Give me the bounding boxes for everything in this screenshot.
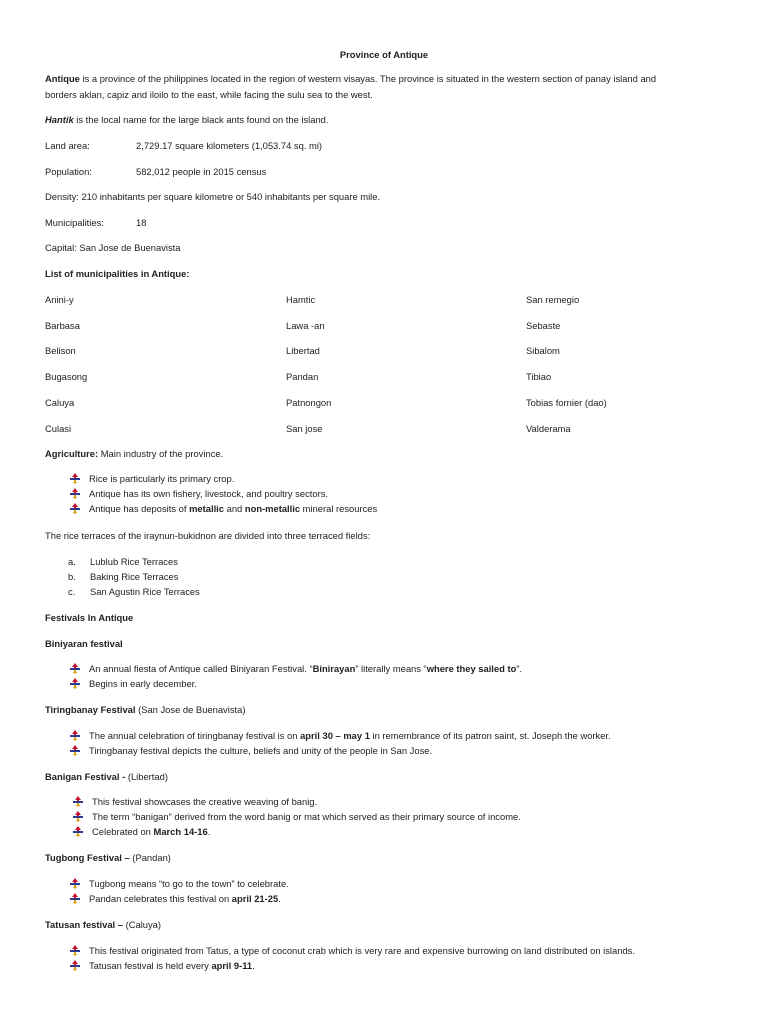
intro-line1: is a province of the philippines located in the region of western visayas. The province is situated in the western section of panay island and [79, 73, 657, 84]
arrow-bullet-icon [70, 730, 80, 741]
bullet-text: Rice is particularly its primary crop. [89, 473, 235, 484]
bullet-text: and [224, 503, 245, 514]
arrow-bullet-icon [70, 945, 80, 956]
bullet-text: Tugbong means “to go to the town” to celebrate. [89, 878, 289, 889]
hantik-paragraph [45, 114, 329, 125]
municipality: Sibalom [526, 345, 560, 356]
population-label: Population: [45, 166, 92, 177]
bullet-text: . [207, 826, 211, 837]
bullet-text: Antique has deposits of [89, 503, 190, 514]
intro-line2: borders aklan, capiz and iloilo to the east, while facing the sulu sea to the west. [45, 89, 373, 100]
municipality: Tibiao [526, 371, 552, 382]
bullet-bold: Binirayan [312, 663, 356, 674]
arrow-bullet-icon [70, 488, 80, 499]
list-item [70, 663, 522, 674]
list-item [70, 730, 611, 741]
municipality: Belison [45, 345, 76, 356]
bullet-text: . [278, 893, 281, 904]
list-item [73, 811, 521, 822]
population-value: 582,012 people in 2015 census [136, 166, 267, 177]
arrow-bullet-icon [73, 826, 83, 837]
list-item [70, 678, 197, 689]
heading-rest: (San Jose de Buenavista) [135, 704, 246, 715]
terraces-intro: The rice terraces of the iraynun-bukidnon are divided into three terraced fields: [45, 530, 371, 541]
page-title: Province of Antique [339, 49, 429, 60]
municipalities-heading: List of municipalities in Antique: [45, 268, 190, 279]
heading-bold: Tatusan festival – [45, 919, 123, 930]
bullet-text: in remembrance of its patron saint, st. Joseph the worker. [369, 730, 611, 741]
municipality: Valderama [526, 423, 571, 434]
hantik-text: is the local name for the large black ants found on the island. [73, 114, 329, 125]
list-item [70, 745, 432, 756]
municipality: Libertad [286, 345, 320, 356]
arrow-bullet-icon [73, 811, 83, 822]
bullet-text: ” literally means “ [355, 663, 427, 674]
municipality: San jose [286, 423, 323, 434]
bullet-text: This festival showcases the creative weaving of banig. [92, 796, 318, 807]
tugbong-heading [45, 852, 171, 863]
municipality: Bugasong [45, 371, 88, 382]
list-marker: b. [68, 571, 76, 582]
list-item [73, 826, 210, 837]
bullet-bold: where they sailed to [426, 663, 517, 674]
agriculture-bold: Agriculture: [45, 448, 99, 459]
intro-bold: Antique [45, 73, 80, 84]
heading-bold: Tugbong Festival – [45, 852, 130, 863]
heading-bold: Banigan Festival - [45, 771, 126, 782]
bullet-bold: metallic [189, 503, 224, 514]
municipality: Pandan [286, 371, 319, 382]
municipality: Lawa -an [286, 320, 325, 331]
intro-paragraph [45, 71, 725, 103]
list-item [70, 893, 281, 904]
bullet-text: Celebrated on [92, 826, 154, 837]
list-item [73, 796, 317, 807]
arrow-bullet-icon [70, 663, 80, 674]
municipality: Anini-y [45, 294, 74, 305]
list-item [70, 945, 635, 956]
heading-rest: (Caluya) [122, 919, 162, 930]
list-item: Baking Rice Terraces [90, 571, 179, 582]
arrow-bullet-icon [70, 745, 80, 756]
bullet-text: The annual celebration of tiringbanay festival is on [89, 730, 301, 741]
bullet-text: This festival originated from Tatus, a type of coconut crab which is very rare and expensive burrowing on land distributed on islands. [89, 945, 635, 956]
bullet-bold: april 21-25 [231, 893, 279, 904]
bullet-bold: april 30 – may 1 [300, 730, 370, 741]
heading-bold: Tiringbanay Festival [45, 704, 136, 715]
list-marker: c. [68, 586, 76, 597]
bullet-bold: March 14-16 [153, 826, 208, 837]
bullet-text: mineral resources [300, 503, 378, 514]
list-item: San Agustin Rice Terraces [90, 586, 200, 597]
agriculture-text: Main industry of the province. [98, 448, 224, 459]
hantik-bold: Hantik [45, 114, 74, 125]
bullet-text: Antique has its own fishery, livestock, and poultry sectors. [89, 488, 328, 499]
list-item [70, 473, 234, 484]
municipality: San remegio [526, 294, 580, 305]
tatusan-heading [45, 919, 161, 930]
list-item: Lublub Rice Terraces [90, 556, 178, 567]
biniyaran-heading: Biniyaran festival [45, 638, 123, 649]
municipality: Culasi [45, 423, 72, 434]
arrow-bullet-icon [70, 678, 80, 689]
heading-rest: (Pandan) [129, 852, 171, 863]
banigan-heading [45, 771, 168, 782]
municipality: Hamtic [286, 294, 316, 305]
arrow-bullet-icon [70, 503, 80, 514]
municipality: Tobias fornier (dao) [526, 397, 607, 408]
bullet-bold: april 9-11 [211, 960, 253, 971]
list-marker: a. [68, 556, 76, 567]
list-item [70, 960, 255, 971]
festivals-heading: Festivals In Antique [45, 612, 134, 623]
list-item [70, 503, 377, 514]
bullet-text: An annual fiesta of Antique called Biniyaran Festival. “ [89, 663, 313, 674]
tiringbanay-heading [45, 704, 245, 715]
heading-rest: (Libertad) [125, 771, 168, 782]
municipality: Patnongon [286, 397, 332, 408]
municipality: Caluya [45, 397, 75, 408]
land-area-label: Land area: [45, 140, 90, 151]
bullet-bold: non-metallic [244, 503, 301, 514]
bullet-text: Begins in early december. [89, 678, 197, 689]
bullet-text: . [252, 960, 255, 971]
arrow-bullet-icon [70, 878, 80, 889]
list-item [70, 488, 328, 499]
arrow-bullet-icon [70, 960, 80, 971]
capital-line: Capital: San Jose de Buenavista [45, 242, 181, 253]
arrow-bullet-icon [70, 473, 80, 484]
bullet-text: The term “banigan” derived from the word banig or mat which served as their primary source of income. [92, 811, 521, 822]
arrow-bullet-icon [70, 893, 80, 904]
municipalities-label: Municipalities: [45, 217, 104, 228]
density-line: Density: 210 inhabitants per square kilometre or 540 inhabitants per square mile. [45, 191, 381, 202]
agriculture-heading [45, 448, 223, 459]
land-area-value: 2,729.17 square kilometers (1,053.74 sq. mi) [136, 140, 323, 151]
bullet-text: ”. [516, 663, 523, 674]
bullet-text: Tatusan festival is held every [89, 960, 212, 971]
municipality: Barbasa [45, 320, 80, 331]
bullet-text: Pandan celebrates this festival on [89, 893, 232, 904]
municipality: Sebaste [526, 320, 561, 331]
municipalities-value: 18 [136, 217, 147, 228]
arrow-bullet-icon [73, 796, 83, 807]
list-item [70, 878, 289, 889]
bullet-text: Tiringbanay festival depicts the culture, beliefs and unity of the people in San Jose. [89, 745, 433, 756]
